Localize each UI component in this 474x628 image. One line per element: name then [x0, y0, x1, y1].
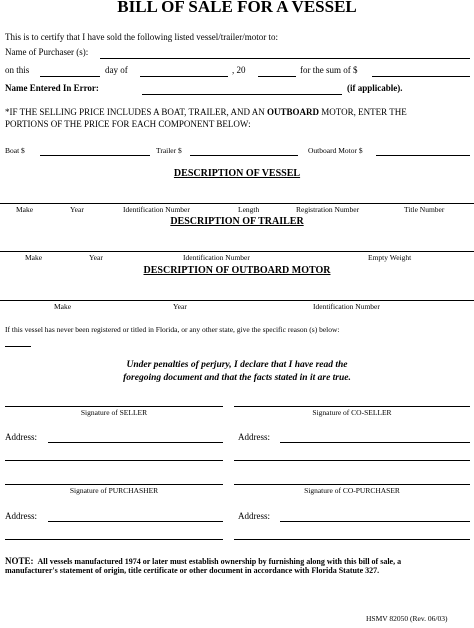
trailer-price-label: Trailer $ — [156, 146, 182, 155]
trailer-col-make: Make — [25, 253, 43, 262]
year-prefix-label: , 20 — [232, 65, 246, 75]
purchaser-label: Name of Purchaser (s): — [5, 47, 89, 57]
day-of-label: day of — [105, 65, 128, 75]
sum-label: for the sum of $ — [300, 65, 358, 75]
trailer-col-weight: Empty Weight — [368, 253, 412, 262]
vessel-col-registration: Registration Number — [296, 205, 360, 214]
selling-note-line1: *IF THE SELLING PRICE INCLUDES A BOAT, TRAILER, AND AN OUTBOARD MOTOR, ENTER THE — [5, 107, 407, 117]
name-error-field[interactable] — [142, 94, 342, 95]
page-title: BILL OF SALE FOR A VESSEL — [117, 0, 357, 16]
boat-price-field[interactable] — [40, 155, 150, 156]
vessel-entry-line[interactable] — [0, 203, 474, 204]
motor-col-make: Make — [54, 302, 72, 311]
note-line1: NOTE: All vessels manufactured 1974 or later must establish ownership by furnishing along with this bill of sale, a — [5, 556, 402, 566]
purchaser-field[interactable] — [100, 58, 470, 59]
year-field[interactable] — [258, 76, 296, 77]
co-purchaser-signature-label: Signature of CO-PURCHASER — [304, 486, 400, 495]
co-seller-address-field[interactable] — [280, 442, 470, 443]
if-applicable-label: (if applicable). — [347, 83, 403, 93]
co-purchaser-address-label: Address: — [238, 511, 270, 521]
seller-signature-label: Signature of SELLER — [80, 408, 148, 417]
seller-address-label: Address: — [5, 432, 37, 442]
co-purchaser-address-field-2[interactable] — [234, 539, 470, 540]
purchaser-address-field-2[interactable] — [5, 539, 223, 540]
motor-col-id: Identification Number — [313, 302, 380, 311]
co-seller-address-label: Address: — [238, 432, 270, 442]
note-label: NOTE: — [5, 556, 34, 566]
purchaser-signature-label: Signature of PURCHASHER — [69, 486, 159, 495]
never-registered-text: If this vessel has never been registered or titled in Florida, or any other state, give the specific reason (s) below: — [5, 325, 340, 334]
on-this-label: on this — [5, 65, 30, 75]
boat-price-label: Boat $ — [5, 146, 25, 155]
purchaser-signature-line[interactable] — [5, 484, 223, 485]
name-error-label: Name Entered In Error: — [5, 83, 99, 93]
trailer-col-id: Identification Number — [183, 253, 250, 262]
vessel-col-make: Make — [16, 205, 34, 214]
trailer-entry-line[interactable] — [0, 251, 474, 252]
co-seller-signature-line[interactable] — [234, 406, 470, 407]
certify-text: This is to certify that I have sold the following listed vessel/trailer/motor to: — [5, 32, 278, 42]
perjury-line1: Under penalties of perjury, I declare that I have read the — [126, 360, 348, 370]
month-field[interactable] — [140, 76, 228, 77]
vessel-col-title: Title Number — [404, 205, 445, 214]
vessel-heading: DESCRIPTION OF VESSEL — [173, 168, 301, 179]
vessel-col-year: Year — [70, 205, 84, 214]
sum-field[interactable] — [372, 76, 470, 77]
co-seller-address-field-2[interactable] — [234, 460, 470, 461]
reason-field[interactable] — [5, 346, 31, 347]
trailer-price-field[interactable] — [190, 155, 298, 156]
note-line2: manufacturer's statement of origin, title certificate or other document in accordance with Florida Statute 327. — [5, 566, 380, 575]
perjury-line2: foregoing document and that the facts stated in it are true. — [123, 373, 351, 383]
motor-heading: DESCRIPTION OF OUTBOARD MOTOR — [143, 265, 331, 276]
co-seller-signature-label: Signature of CO-SELLER — [312, 408, 392, 417]
motor-col-year: Year — [173, 302, 187, 311]
motor-price-label: Outboard Motor $ — [308, 146, 363, 155]
co-purchaser-address-field[interactable] — [280, 521, 470, 522]
form-number: HSMV 82050 (Rev. 06/03) — [366, 614, 448, 623]
trailer-heading: DESCRIPTION OF TRAILER — [170, 216, 304, 227]
motor-price-field[interactable] — [376, 155, 470, 156]
selling-note-line2: PORTIONS OF THE PRICE FOR EACH COMPONENT BELOW: — [5, 119, 251, 129]
vessel-col-id: Identification Number — [123, 205, 190, 214]
co-purchaser-signature-line[interactable] — [234, 484, 470, 485]
purchaser-address-label: Address: — [5, 511, 37, 521]
motor-entry-line[interactable] — [0, 300, 474, 301]
purchaser-address-field[interactable] — [48, 521, 223, 522]
trailer-col-year: Year — [89, 253, 103, 262]
seller-signature-line[interactable] — [5, 406, 223, 407]
seller-address-field[interactable] — [48, 442, 223, 443]
seller-address-field-2[interactable] — [5, 460, 223, 461]
vessel-col-length: Length — [238, 205, 260, 214]
day-field[interactable] — [40, 76, 100, 77]
